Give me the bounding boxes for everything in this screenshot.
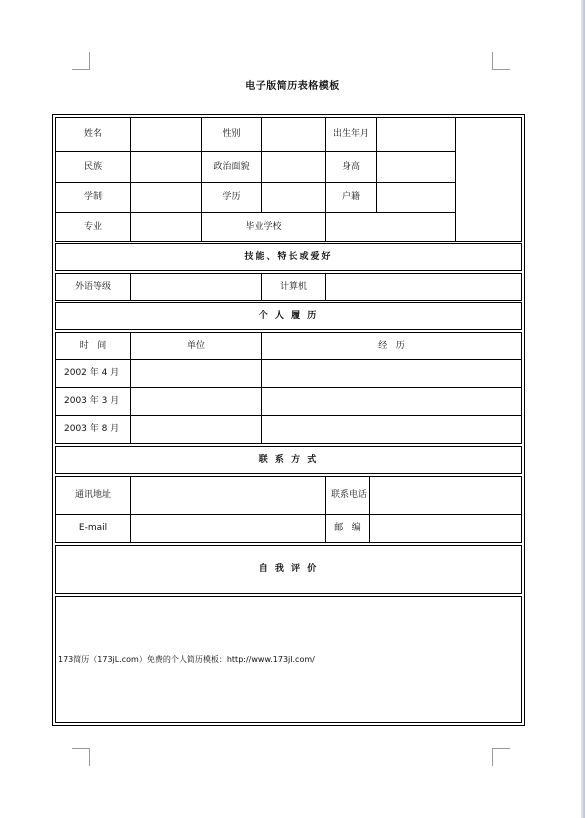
education-label: 学历 (201, 182, 262, 213)
school-field[interactable] (325, 212, 456, 242)
photo-box[interactable] (455, 117, 522, 242)
phone-label: 联系电话 (325, 476, 370, 515)
history-row-unit[interactable] (130, 359, 262, 388)
birth-field[interactable] (376, 117, 456, 152)
political-label: 政治面貌 (201, 151, 262, 183)
education-field[interactable] (261, 182, 326, 213)
history-col-unit: 单位 (130, 332, 262, 360)
history-row-experience[interactable] (261, 415, 522, 444)
birth-label: 出生年月 (325, 117, 377, 152)
history-header: 个 人 履 历 (55, 302, 522, 330)
ethnicity-field[interactable] (130, 151, 202, 183)
history-row-experience[interactable] (261, 387, 522, 416)
history-row-unit[interactable] (130, 415, 262, 444)
email-field[interactable] (130, 514, 326, 543)
foreign-language-field[interactable] (130, 273, 262, 301)
address-field[interactable] (130, 476, 326, 515)
crop-mark-bottom-left (72, 748, 90, 766)
school-label: 毕业学校 (201, 212, 326, 242)
height-label: 身高 (325, 151, 377, 183)
name-field[interactable] (130, 117, 202, 152)
phone-field[interactable] (369, 476, 522, 515)
political-field[interactable] (261, 151, 326, 183)
hukou-field[interactable] (376, 182, 456, 213)
email-label: E-mail (55, 514, 131, 543)
window-edge (581, 0, 585, 818)
address-label: 通讯地址 (55, 476, 131, 515)
crop-mark-top-left (72, 52, 90, 70)
gender-field[interactable] (261, 117, 326, 152)
document-title: 电子版简历表格模板 (245, 81, 340, 92)
major-field[interactable] (130, 212, 202, 242)
self-evaluation-header: 自 我 评 价 (55, 545, 522, 594)
study-system-field[interactable] (130, 182, 202, 213)
skills-header: 技能、特长或爱好 (55, 243, 522, 271)
study-system-label: 学制 (55, 182, 131, 213)
postcode-field[interactable] (369, 514, 522, 543)
crop-mark-bottom-right (492, 748, 510, 766)
history-row-unit[interactable] (130, 387, 262, 416)
gender-label: 性别 (201, 117, 262, 152)
major-label: 专业 (55, 212, 131, 242)
history-row-time: 2003 年 8 月 (55, 415, 131, 444)
computer-label: 计算机 (261, 273, 326, 301)
crop-mark-top-right (492, 52, 510, 70)
computer-field[interactable] (325, 273, 522, 301)
name-label: 姓名 (55, 117, 131, 152)
height-field[interactable] (376, 151, 456, 183)
history-row-experience[interactable] (261, 359, 522, 388)
history-col-experience: 经 历 (261, 332, 522, 360)
ethnicity-label: 民族 (55, 151, 131, 183)
hukou-label: 户籍 (325, 182, 377, 213)
history-row-time: 2002 年 4 月 (55, 359, 131, 388)
postcode-label: 邮 编 (325, 514, 370, 543)
history-row-time: 2003 年 3 月 (55, 387, 131, 416)
template-source-note: 173简历（173jL.com）免费的个人简历模板：http://www.173jl.com/ (58, 655, 315, 664)
contact-header: 联 系 方 式 (55, 446, 522, 474)
foreign-language-label: 外语等级 (55, 273, 131, 301)
history-col-time: 时 间 (55, 332, 131, 360)
